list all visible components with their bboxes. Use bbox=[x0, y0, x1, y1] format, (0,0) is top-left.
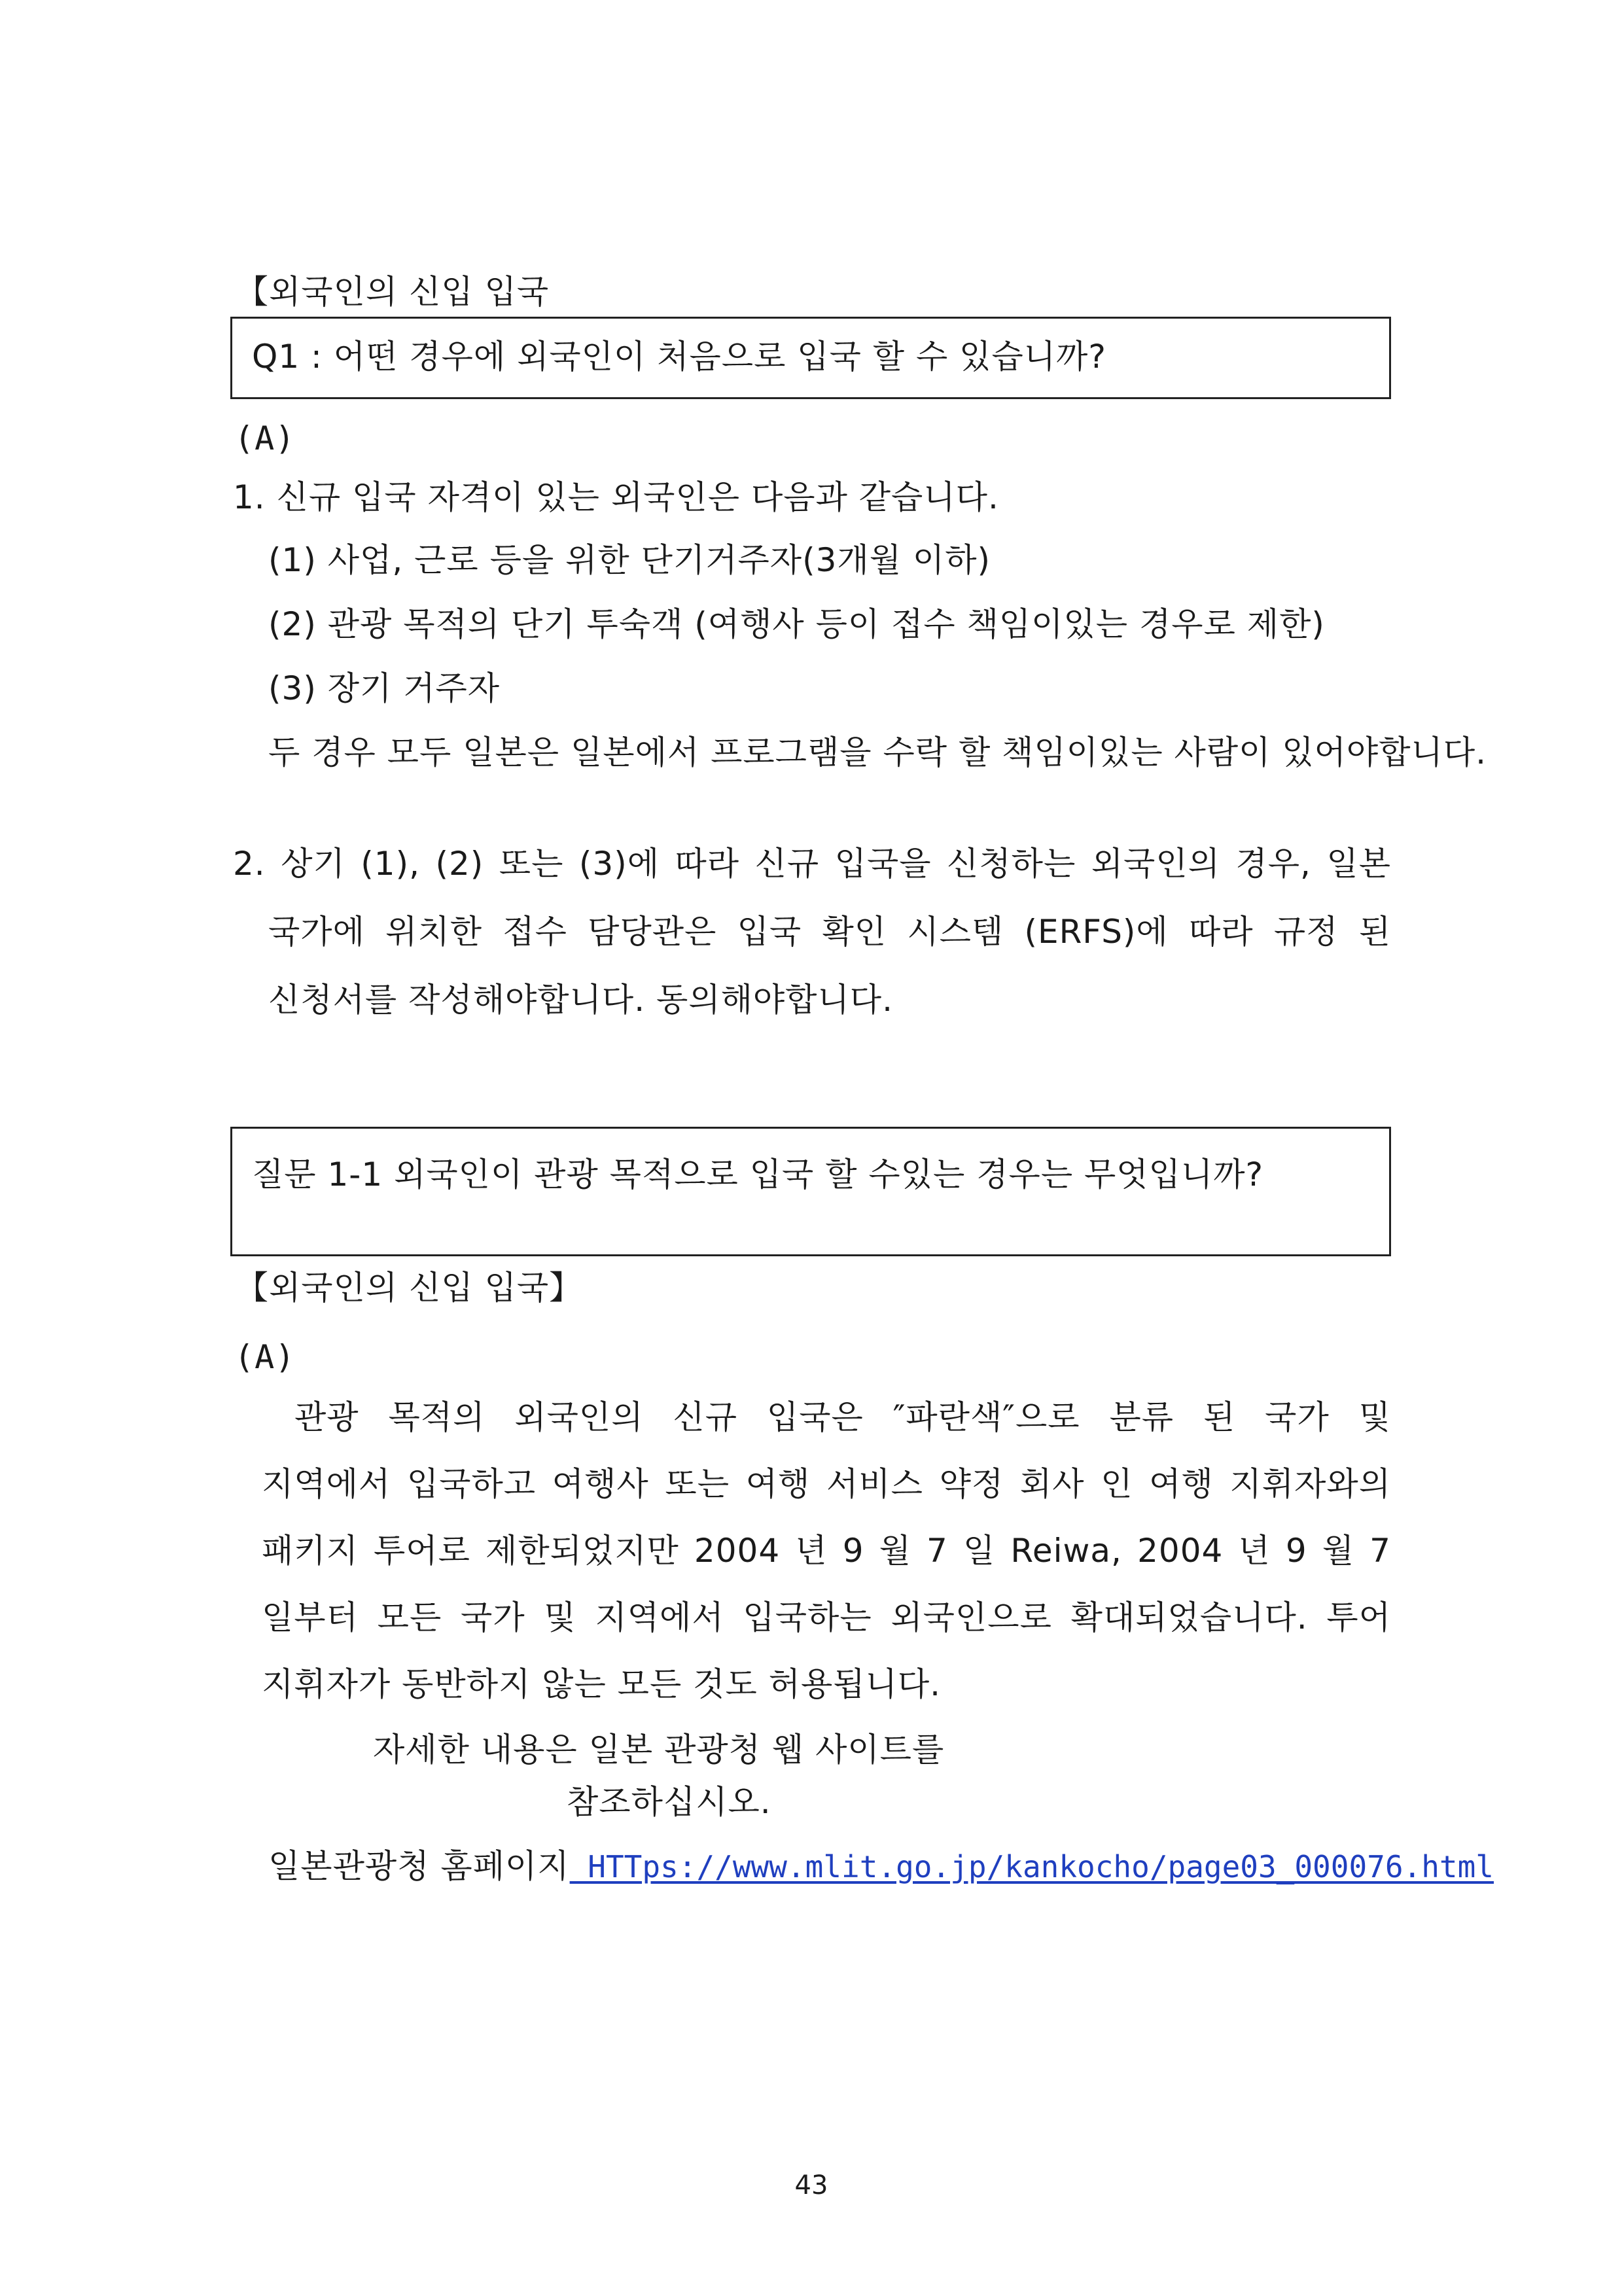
question-box-1-1 bbox=[230, 1127, 1391, 1256]
item2-line-3: 신청서를 작성해야합니다. 동의해야합니다. bbox=[268, 981, 893, 1019]
reference-line-1: 자세한 내용은 일본 관광청 웹 사이트를 bbox=[373, 1731, 945, 1769]
sub-item-3: (3) 장기 거주자 bbox=[268, 669, 501, 707]
question-box-q1 bbox=[230, 317, 1391, 399]
item2-line-1: 2. 상기 (1), (2) 또는 (3)에 따라 신규 입국을 신청하는 외국인의 경우, 일본 bbox=[233, 845, 1391, 883]
answer-label-1: (A) bbox=[234, 419, 296, 457]
question-q1: Q1 : 어떤 경우에 외국인이 처음으로 입국 할 수 있습니까? bbox=[252, 338, 1106, 376]
homepage-row bbox=[268, 1846, 1494, 1886]
reference-line-2: 참조하십시오. bbox=[567, 1783, 771, 1821]
item2-line-2: 국가에 위치한 접수 담당관은 입국 확인 시스템 (ERFS)에 따라 규정 된 bbox=[268, 913, 1391, 951]
paragraph-line-1: 관광 목적의 외국인의 신규 입국은 ″파란색″으로 분류 된 국가 및 bbox=[294, 1398, 1391, 1436]
item1-intro: 1. 신규 입국 자격이 있는 외국인은 다음과 같습니다. bbox=[233, 478, 999, 516]
section2-heading: 【외국인의 신입 입국】 bbox=[236, 1269, 583, 1307]
sub-item-1: (1) 사업, 근로 등을 위한 단기거주자(3개월 이하) bbox=[268, 541, 991, 579]
sub-item-2: (2) 관광 목적의 단기 투숙객 (여행사 등이 접수 책임이있는 경우로 제한) bbox=[268, 605, 1325, 643]
page-number: 43 bbox=[794, 2170, 828, 2200]
homepage-link[interactable]: HTTps://www.mlit.go.jp/kankocho/page03_000076.html bbox=[569, 1849, 1494, 1884]
paragraph-line-3: 패키지 투어로 제한되었지만 2004 년 9 월 7 일 Reiwa, 2004 년 9 월 7 bbox=[262, 1532, 1391, 1570]
paragraph-line-4: 일부터 모든 국가 및 지역에서 입국하는 외국인으로 확대되었습니다. 투어 bbox=[262, 1598, 1391, 1636]
paragraph-line-5: 지휘자가 동반하지 않는 모든 것도 허용됩니다. bbox=[262, 1665, 942, 1703]
section1-heading: 【외국인의 신입 입국 bbox=[236, 273, 550, 311]
answer-label-2: (A) bbox=[234, 1338, 296, 1376]
homepage-label: 일본관광청 홈페이지 bbox=[268, 1847, 570, 1885]
item1-note: 두 경우 모두 일본은 일본에서 프로그램을 수락 할 책임이있는 사람이 있어야합니다. bbox=[268, 733, 1487, 771]
paragraph-line-2: 지역에서 입국하고 여행사 또는 여행 서비스 약정 회사 인 여행 지휘자와의 bbox=[262, 1465, 1391, 1503]
question-1-1: 질문 1-1 외국인이 관광 목적으로 입국 할 수있는 경우는 무엇입니까? bbox=[252, 1156, 1264, 1193]
